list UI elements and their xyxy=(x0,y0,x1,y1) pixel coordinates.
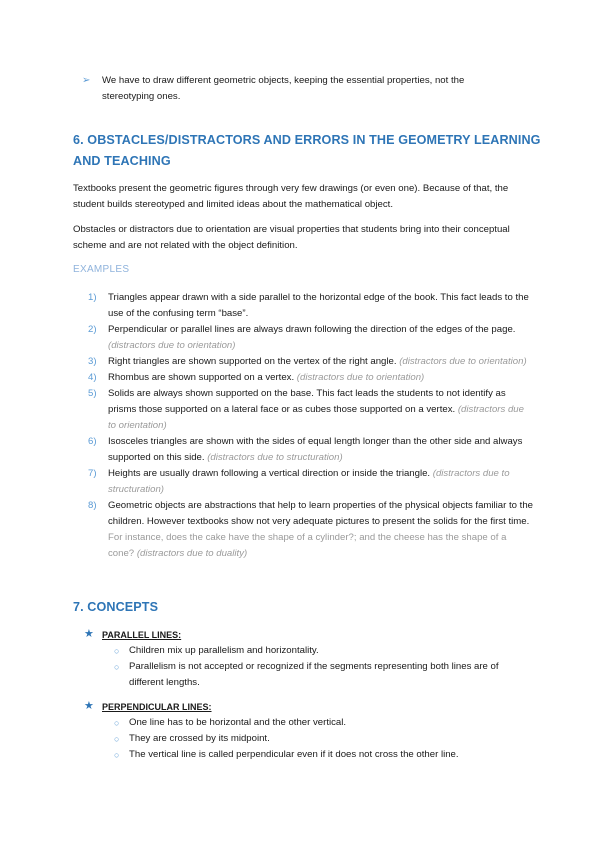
example-number: 4) xyxy=(88,372,97,383)
example-number: 5) xyxy=(88,388,97,399)
concept-item xyxy=(114,643,524,659)
example-item xyxy=(88,322,533,354)
section-6-paragraph-2: Obstacles or distractors due to orientation are visual properties that students bring into their conceptual scheme and are not related with the object definition. xyxy=(73,224,510,251)
concept-item xyxy=(114,747,524,763)
example-text: Heights are usually drawn following a vertical direction or inside the triangle. xyxy=(108,468,431,479)
concept-item xyxy=(114,715,524,731)
concept-item-text: Parallelism is not accepted or recognized if the segments representing both lines are of different lengths. xyxy=(129,661,499,688)
example-number: 1) xyxy=(88,292,97,303)
example-text: Right triangles are shown supported on the vertex of the right angle. xyxy=(108,356,397,367)
example-number: 2) xyxy=(88,324,97,335)
example-extra: For instance, does the cake have the shape of a cylinder?; and the cheese has the shape of a cone? xyxy=(108,532,507,559)
concept-item-text: One line has to be horizontal and the other vertical. xyxy=(129,717,347,728)
concept-items xyxy=(114,643,524,691)
arrow-bullet-icon: ➢ xyxy=(82,75,91,86)
example-item xyxy=(88,354,533,370)
example-text: Geometric objects are abstractions that help to learn properties of the physical objects familiar to the children. However textbooks show not very adequate pictures to present the solids for the first time. xyxy=(108,500,534,527)
concept-title: PARALLEL LINES: xyxy=(102,630,182,640)
intro-bullet-text: We have to draw different geometric objects, keeping the essential properties, not the stereotyping ones. xyxy=(102,75,465,102)
example-note: (distractors due to structuration) xyxy=(207,452,343,463)
concept-item-text: They are crossed by its midpoint. xyxy=(129,733,270,744)
concept-parallel-lines xyxy=(84,627,524,691)
example-text: Perpendicular or parallel lines are always drawn following the direction of the edges of the page. xyxy=(108,324,516,335)
example-item xyxy=(88,498,533,562)
example-number: 7) xyxy=(88,468,97,479)
examples-label: EXAMPLES xyxy=(73,264,130,275)
example-item xyxy=(88,290,533,322)
circle-bullet-icon: ○ xyxy=(114,646,120,656)
example-item xyxy=(88,434,533,466)
example-number: 3) xyxy=(88,356,97,367)
example-note: (distractors due to structuration) xyxy=(108,468,510,495)
circle-bullet-icon: ○ xyxy=(114,734,120,744)
concept-perpendicular-lines xyxy=(84,699,524,763)
example-item xyxy=(88,386,533,434)
example-note: (distractors due to orientation) xyxy=(108,404,524,431)
example-text: Isosceles triangles are shown with the sides of equal length longer than the other side and always supported on this side. xyxy=(108,436,523,463)
section-6-paragraph-1: Textbooks present the geometric figures through very few drawings (or even one). Because of that, the student builds stereotyped and limited ideas about the mathematical object. xyxy=(73,183,509,210)
section-6-heading: 6. OBSTACLES/DISTRACTORS AND ERRORS IN THE GEOMETRY LEARNING AND TEACHING xyxy=(73,133,541,168)
example-note: (distractors due to duality) xyxy=(136,548,248,559)
star-icon: ★ xyxy=(84,700,94,712)
example-note: (distractors due to orientation) xyxy=(296,372,425,383)
star-icon: ★ xyxy=(84,628,94,640)
circle-bullet-icon: ○ xyxy=(114,662,120,672)
example-note: (distractors due to orientation) xyxy=(399,356,527,367)
concept-item-text: The vertical line is called perpendicular even if it does not cross the other line. xyxy=(129,749,459,760)
circle-bullet-icon: ○ xyxy=(114,718,120,728)
example-item xyxy=(88,466,533,498)
intro-bullet xyxy=(82,73,502,105)
example-note: (distractors due to orientation) xyxy=(108,340,236,351)
example-number: 8) xyxy=(88,500,97,511)
example-item xyxy=(88,370,533,386)
section-7-heading: 7. CONCEPTS xyxy=(73,600,159,614)
concept-item xyxy=(114,659,524,691)
example-text: Rhombus are shown supported on a vertex. xyxy=(108,372,295,383)
concept-items xyxy=(114,715,524,763)
example-text: Solids are always shown supported on the base. This fact leads the students to not identify as prisms those supported on a lateral face or as cubes those supported on a vertex. xyxy=(108,388,506,415)
concept-item xyxy=(114,731,524,747)
examples-list xyxy=(88,290,533,562)
circle-bullet-icon: ○ xyxy=(114,750,120,760)
example-text: Triangles appear drawn with a side parallel to the horizontal edge of the book. This fact leads to the use of the confusing term “base”. xyxy=(108,292,529,319)
example-number: 6) xyxy=(88,436,97,447)
concept-title: PERPENDICULAR LINES: xyxy=(102,702,212,712)
concept-item-text: Children mix up parallelism and horizontality. xyxy=(129,645,319,656)
